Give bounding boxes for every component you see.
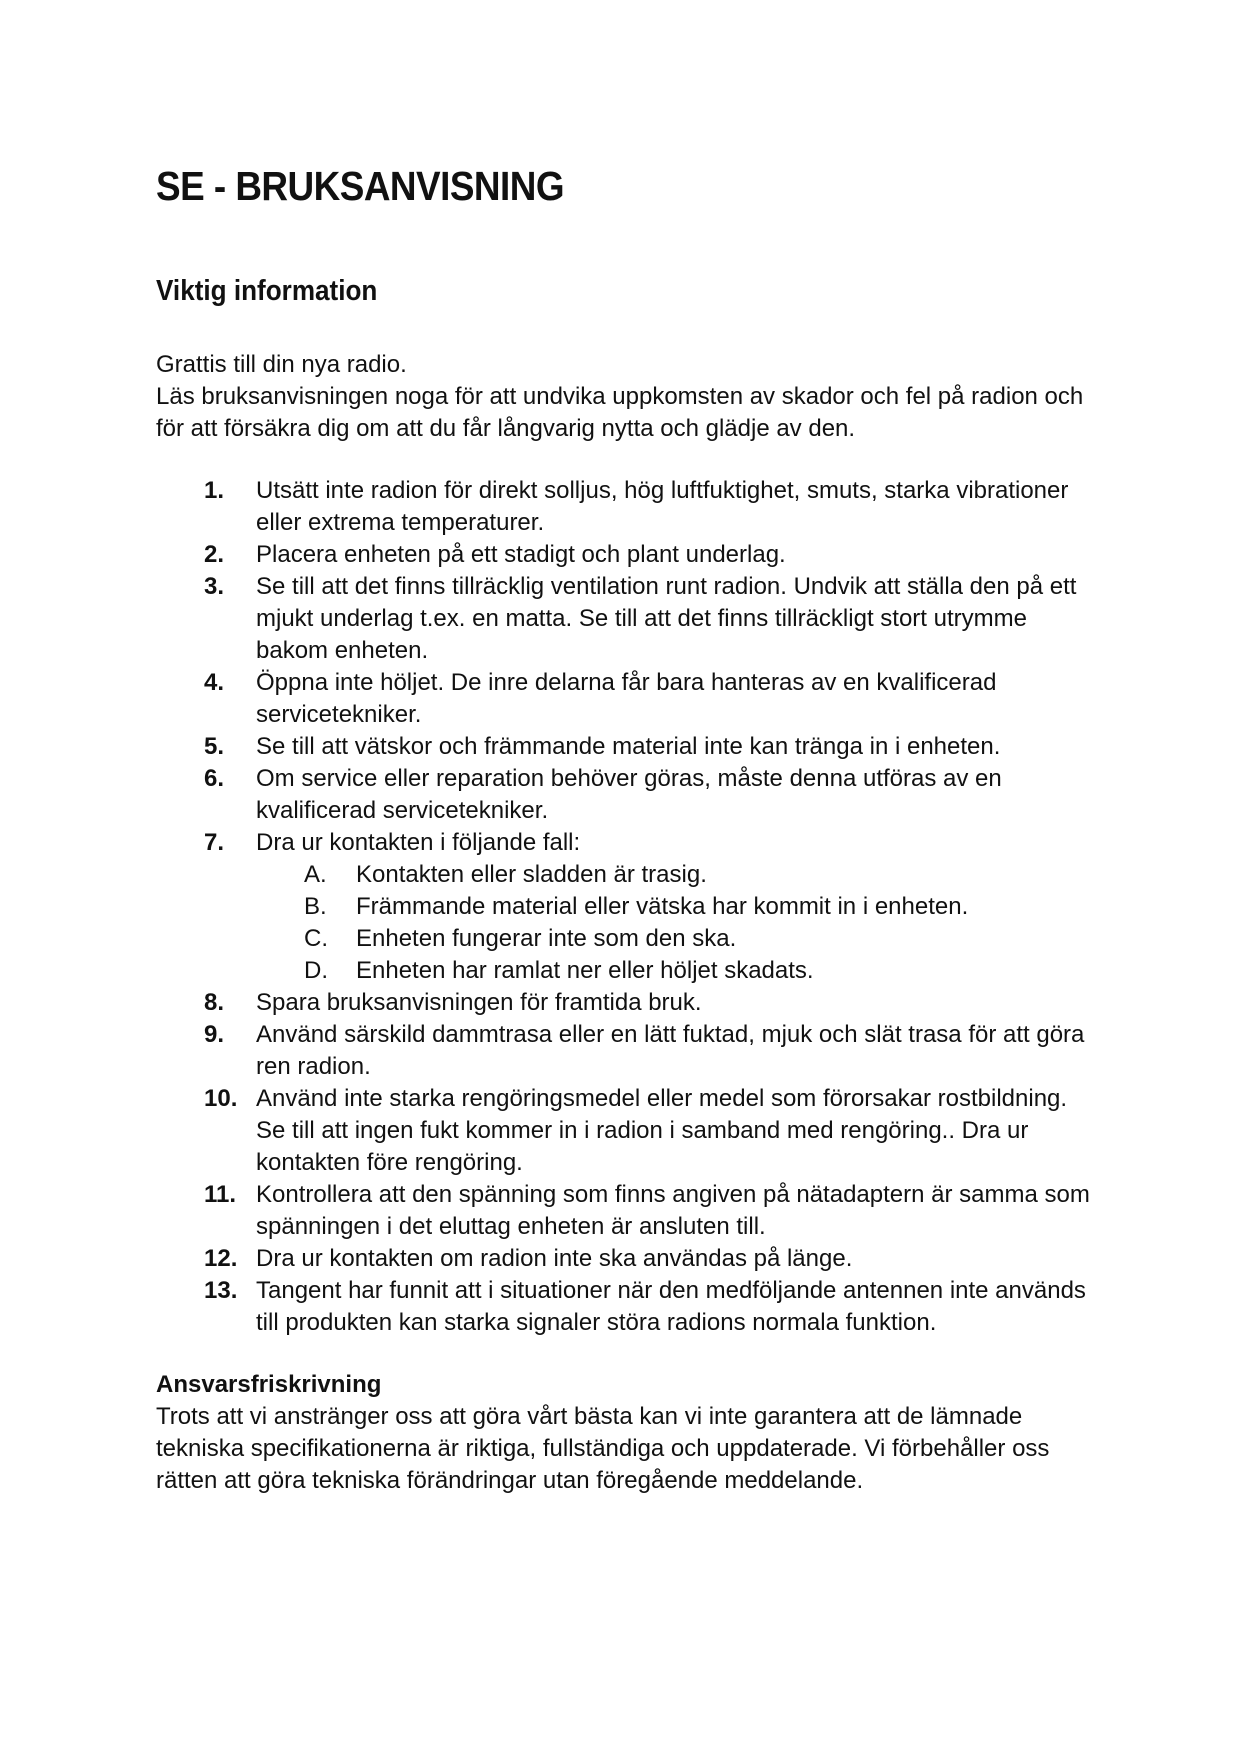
item-text: Öppna inte höljet. De inre delarna får bara hanteras av en kvalificerad servicetekniker. (256, 669, 997, 728)
item-text: Spara bruksanvisningen för framtida bruk. (256, 989, 702, 1016)
list-item (156, 731, 1096, 763)
item-text: Se till att det finns tillräcklig ventilation runt radion. Undvik att ställa den på ett mjukt underlag t.ex. en matta. Se till att det finns tillräckligt stort utrymme bakom enheten. (256, 573, 1077, 664)
safety-list (156, 475, 1096, 1339)
item-number: 6. (204, 765, 225, 792)
sub-item-letter: B. (304, 893, 327, 920)
sub-item-letter: C. (304, 925, 328, 952)
document-title: SE - BRUKSANVISNING (156, 163, 564, 209)
sub-item-text: Enheten har ramlat ner eller höljet skadats. (356, 957, 814, 984)
item-number: 12. (204, 1245, 238, 1272)
sub-list-item (256, 955, 1096, 987)
item-number: 13. (204, 1277, 238, 1304)
sub-item-text: Främmande material eller vätska har kommit in i enheten. (356, 893, 969, 920)
item-number: 4. (204, 669, 225, 696)
item-number: 8. (204, 989, 225, 1016)
list-item (156, 1275, 1096, 1339)
item-number: 10. (204, 1085, 238, 1112)
document-content (156, 162, 1096, 1497)
item-number: 1. (204, 477, 225, 504)
list-item (156, 1179, 1096, 1243)
item-number: 11. (204, 1181, 237, 1208)
sub-item-text: Kontakten eller sladden är trasig. (356, 861, 707, 888)
item-text: Använd inte starka rengöringsmedel eller medel som förorsakar rostbildning. Se till att ingen fukt kommer in i radion i samband med rengöring.. Dra ur kontakten före rengöring. (256, 1085, 1068, 1176)
item-text: Om service eller reparation behöver göras, måste denna utföras av en kvalificerad servicetekniker. (256, 765, 1002, 824)
sub-list-item (256, 859, 1096, 891)
sub-item-letter: A. (304, 861, 327, 888)
item-text: Dra ur kontakten i följande fall: (256, 829, 581, 856)
item-text: Kontrollera att den spänning som finns angiven på nätadaptern är samma som spänningen i det eluttag enheten är ansluten till. (256, 1181, 1090, 1240)
list-item (156, 1083, 1096, 1179)
intro-line: Grattis till din nya radio. (156, 351, 407, 378)
list-item (156, 571, 1096, 667)
item-text: Se till att vätskor och främmande material inte kan tränga in i enheten. (256, 733, 1001, 760)
unplug-cases-list (256, 859, 1096, 987)
sub-list-item (256, 891, 1096, 923)
item-text: Tangent har funnit att i situationer när den medföljande antennen inte används till produkten kan starka signaler störa radions normala funktion. (256, 1277, 1086, 1336)
item-number: 2. (204, 541, 225, 568)
item-text: Dra ur kontakten om radion inte ska användas på länge. (256, 1245, 853, 1272)
intro-paragraph (156, 349, 1096, 445)
list-item (156, 1243, 1096, 1275)
disclaimer-section (156, 1369, 1096, 1497)
sub-list-item (256, 923, 1096, 955)
disclaimer-text: Trots att vi anstränger oss att göra vårt bästa kan vi inte garantera att de lämnade tekniska specifikationerna är riktiga, fullständiga och uppdaterade. Vi förbehåller oss rätten att göra tekniska förändringar utan föregående meddelande. (156, 1403, 1050, 1494)
list-item (156, 1019, 1096, 1083)
list-item (156, 827, 1096, 987)
item-text: Utsätt inte radion för direkt solljus, hög luftfuktighet, smuts, starka vibrationer eller extrema temperaturer. (256, 477, 1069, 536)
item-text: Placera enheten på ett stadigt och plant underlag. (256, 541, 786, 568)
section-heading: Viktig information (156, 275, 378, 307)
list-item (156, 987, 1096, 1019)
list-item (156, 475, 1096, 539)
intro-line: Läs bruksanvisningen noga för att undvika uppkomsten av skador och fel på radion och för att försäkra dig om att du får långvarig nytta och glädje av den. (156, 383, 1084, 442)
item-number: 7. (204, 829, 225, 856)
sub-item-letter: D. (304, 957, 328, 984)
list-item (156, 667, 1096, 731)
item-text: Använd särskild dammtrasa eller en lätt fuktad, mjuk och slät trasa för att göra ren radion. (256, 1021, 1085, 1080)
list-item (156, 763, 1096, 827)
item-number: 3. (204, 573, 225, 600)
item-number: 5. (204, 733, 225, 760)
item-number: 9. (204, 1021, 225, 1048)
disclaimer-heading: Ansvarsfriskrivning (156, 1371, 382, 1398)
list-item (156, 539, 1096, 571)
sub-item-text: Enheten fungerar inte som den ska. (356, 925, 737, 952)
